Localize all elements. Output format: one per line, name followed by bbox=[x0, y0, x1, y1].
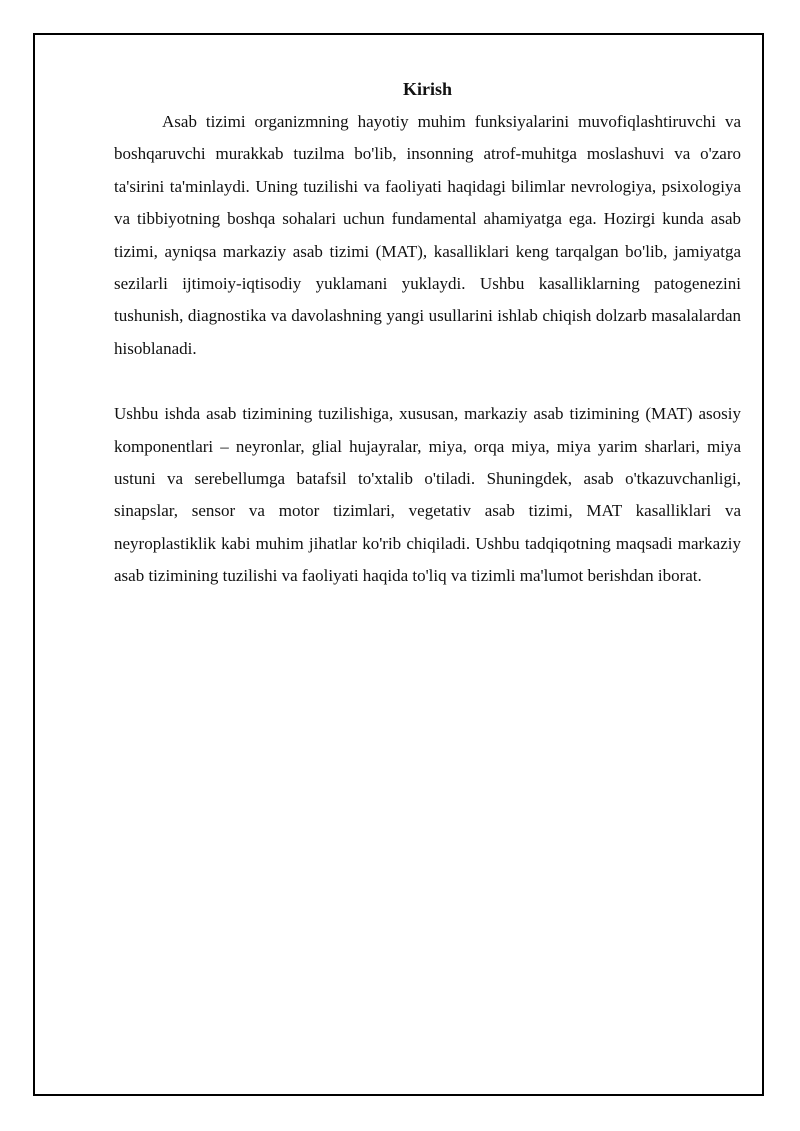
page-content bbox=[114, 76, 741, 593]
paragraph-scope: Ushbu ishda asab tizimining tuzilishiga, xususan, markaziy asab tizimining (MAT) asosiy komponentlari – neyronlar, glial hujayralar, miya, orqa miya, miya yarim sharlari, miya ustuni va serebellumga batafsil to'xtalib o'tiladi. Shuningdek, asab o'tkazuvchanligi, sinapslar, sensor va motor tizimlari, vegetativ asab tizimi, MAT kasalliklari va neyroplastiklik kabi muhim jihatlar ko'rib chiqiladi. Ushbu tadqiqotning maqsadi markaziy asab tizimining tuzilishi va faoliyati haqida to'liq va tizimli ma'lumot berishdan iborat. bbox=[114, 404, 741, 586]
paragraph-spacer bbox=[114, 365, 741, 398]
paragraph-intro: Asab tizimi organizmning hayotiy muhim funksiyalarini muvofiqlashtiruvchi va boshqaruvchi murakkab tuzilma bo'lib, insonning atrof-muhitga moslashuvi va o'zaro ta'sirini ta'minlaydi. Uning tuzilishi va faoliyati haqidagi bilimlar nevrologiya, psixologiya va tibbiyotning boshqa sohalari uchun fundamental ahamiyatga ega. Hozirgi kunda asab tizimi, ayniqsa markaziy asab tizimi (MAT), kasalliklari keng tarqalgan bo'lib, jamiyatga sezilarli ijtimoiy-iqtisodiy yuklamani yuklaydi. Ushbu kasalliklarning patogenezini tushunish, diagnostika va davolashning yangi usullarini ishlab chiqish dolzarb masalalardan hisoblanadi. bbox=[114, 112, 741, 358]
page-title: Kirish bbox=[402, 79, 452, 99]
